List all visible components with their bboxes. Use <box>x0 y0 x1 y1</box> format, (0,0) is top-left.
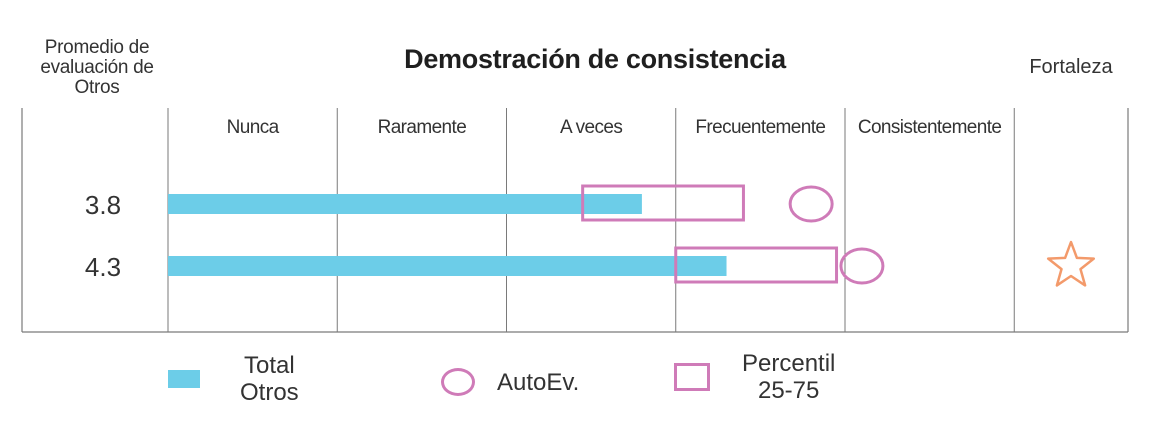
legend-bar-swatch <box>168 370 200 388</box>
category-label: A veces <box>559 117 623 138</box>
legend-percentil-line-2: 25-75 <box>757 377 820 404</box>
legend-percentil-line-1: Percentil <box>742 350 836 377</box>
category-label: Nunca <box>226 117 279 138</box>
row-average-value: 3.8 <box>84 190 122 220</box>
average-header-line-3: Otros <box>74 77 120 98</box>
strength-star-icon <box>1048 242 1094 285</box>
average-header-line-1: Promedio de <box>44 37 150 58</box>
legend-percentil <box>674 350 835 404</box>
strength-column-header: Fortaleza <box>1029 56 1113 78</box>
total-otros-bar <box>168 194 642 214</box>
category-label: Frecuentemente <box>695 117 826 138</box>
average-header-line-2: evaluación de <box>40 57 154 78</box>
legend-total-otros <box>168 352 299 406</box>
legend-total-label <box>240 352 299 406</box>
chart-title: Demostración de consistencia <box>404 44 786 74</box>
average-column-header <box>18 38 176 98</box>
autoev-circle <box>841 249 883 283</box>
category-label: Consistentemente <box>857 117 1002 138</box>
row-average-value: 4.3 <box>84 252 122 282</box>
legend-circle-swatch <box>441 368 475 396</box>
legend-percentil-label <box>742 350 835 404</box>
legend-autoev-label: AutoEv. <box>497 368 580 396</box>
category-label: Raramente <box>377 117 467 138</box>
autoev-circle <box>790 187 832 221</box>
legend-box-swatch <box>674 363 710 391</box>
legend-autoev <box>441 368 579 396</box>
legend-total-line-1: Total <box>243 352 295 379</box>
legend-total-line-2: Otros <box>240 379 299 406</box>
total-otros-bar <box>168 256 727 276</box>
